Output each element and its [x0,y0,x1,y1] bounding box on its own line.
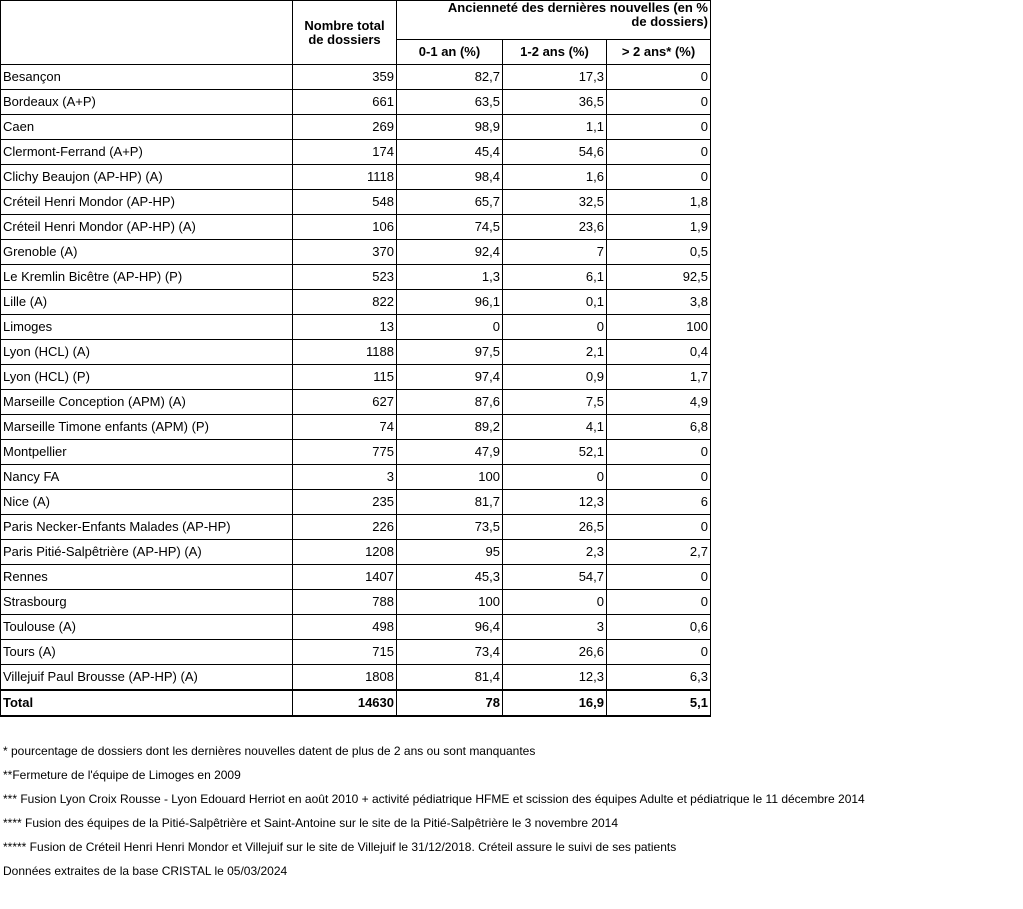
pct-1-2-ans-cell: 36,5 [503,90,607,115]
table-row [1,365,711,390]
total-dossiers-cell: 1188 [293,340,397,365]
pct-plus-2-ans-cell: 0 [607,140,711,165]
table-row [1,640,711,665]
centre-name-cell: Rennes [1,565,293,590]
centre-name-cell: Marseille Conception (APM) (A) [1,390,293,415]
centre-name-cell: Limoges [1,315,293,340]
pct-0-1-an-cell: 96,4 [397,615,503,640]
pct-plus-2-ans-cell: 0 [607,90,711,115]
pct-plus-2-ans-cell: 0 [607,115,711,140]
pct-1-2-ans-cell: 26,5 [503,515,607,540]
pct-1-2-ans-cell: 54,6 [503,140,607,165]
total-dossiers-cell: 226 [293,515,397,540]
footnotes [3,739,865,883]
centre-name-cell: Clermont-Ferrand (A+P) [1,140,293,165]
header-col-plus-2-ans: > 2 ans* (%) [607,40,711,65]
table-row [1,465,711,490]
pct-0-1-an-cell: 81,7 [397,490,503,515]
pct-plus-2-ans-cell: 6,8 [607,415,711,440]
pct-0-1-an-cell: 97,4 [397,365,503,390]
pct-1-2-ans-cell: 26,6 [503,640,607,665]
pct-plus-2-ans-cell: 6 [607,490,711,515]
footnote-2: **Fermeture de l'équipe de Limoges en 2009 [3,768,241,782]
pct-plus-2-ans-cell: 100 [607,315,711,340]
pct-0-1-an-cell: 65,7 [397,190,503,215]
header-total-line2: de dossiers [308,31,381,47]
pct-plus-2-ans-cell: 0 [607,590,711,615]
total-centre-name-cell: Total [1,690,293,716]
pct-plus-2-ans-cell: 0 [607,465,711,490]
pct-1-2-ans-cell: 4,1 [503,415,607,440]
table-row [1,440,711,465]
table-row [1,140,711,165]
pct-plus-2-ans-cell: 0,4 [607,340,711,365]
pct-1-2-ans-cell: 23,6 [503,215,607,240]
pct-1-2-ans-cell: 32,5 [503,190,607,215]
table-row [1,340,711,365]
pct-1-2-ans-cell: 0 [503,590,607,615]
total-dossiers-cell: 822 [293,290,397,315]
pct-plus-2-ans-cell: 3,8 [607,290,711,315]
pct-1-2-ans-cell: 52,1 [503,440,607,465]
centre-name-cell: Grenoble (A) [1,240,293,265]
table-row [1,215,711,240]
pct-0-1-an-cell: 45,4 [397,140,503,165]
centre-name-cell: Paris Necker-Enfants Malades (AP-HP) [1,515,293,540]
header-col-1-2-ans: 1-2 ans (%) [503,40,607,65]
pct-1-2-ans-cell: 0 [503,315,607,340]
total-pct-0-1-an-cell: 78 [397,690,503,716]
pct-0-1-an-cell: 95 [397,540,503,565]
footnote-4: **** Fusion des équipes de la Pitié-Salpêtrière et Saint-Antoine sur le site de la Pitié-Salpêtrière le 3 novembre 2014 [3,816,619,830]
total-dossiers-cell: 13 [293,315,397,340]
centre-name-cell: Strasbourg [1,590,293,615]
centre-name-cell: Lyon (HCL) (P) [1,365,293,390]
header-corner-cell [1,1,293,65]
pct-0-1-an-cell: 45,3 [397,565,503,590]
pct-1-2-ans-cell: 7,5 [503,390,607,415]
pct-0-1-an-cell: 63,5 [397,90,503,115]
total-dossiers-cell: 174 [293,140,397,165]
total-dossiers-cell: 715 [293,640,397,665]
header-total-dossiers [293,1,397,65]
pct-0-1-an-cell: 89,2 [397,415,503,440]
pct-0-1-an-cell: 97,5 [397,340,503,365]
table-row [1,315,711,340]
pct-1-2-ans-cell: 7 [503,240,607,265]
pct-0-1-an-cell: 81,4 [397,665,503,691]
table-row [1,90,711,115]
centre-name-cell: Marseille Timone enfants (APM) (P) [1,415,293,440]
table-body [1,1,711,717]
total-dossiers-cell: 548 [293,190,397,215]
data-source-note: Données extraites de la base CRISTAL le 05/03/2024 [3,864,288,878]
pct-plus-2-ans-cell: 0 [607,440,711,465]
total-dossiers-cell: 498 [293,615,397,640]
centre-name-cell: Bordeaux (A+P) [1,90,293,115]
table-row [1,240,711,265]
pct-1-2-ans-cell: 1,1 [503,115,607,140]
centre-name-cell: Lyon (HCL) (A) [1,340,293,365]
pct-plus-2-ans-cell: 0 [607,565,711,590]
table-row [1,115,711,140]
pct-plus-2-ans-cell: 0 [607,165,711,190]
centre-name-cell: Nancy FA [1,465,293,490]
centre-name-cell: Clichy Beaujon (AP-HP) (A) [1,165,293,190]
centre-name-cell: Caen [1,115,293,140]
footnote-5: ***** Fusion de Créteil Henri Henri Mondor et Villejuif sur le site de Villejuif le 31/12/2018. Créteil assure le suivi de ses patients [3,840,677,854]
pct-1-2-ans-cell: 0,9 [503,365,607,390]
footnote-3: *** Fusion Lyon Croix Rousse - Lyon Edouard Herriot en août 2010 + activité pédiatrique HFME et scission des équipes Adulte et pédiatrique le 11 décembre 2014 [3,792,865,806]
table-row [1,65,711,90]
table-row [1,540,711,565]
total-dossiers-cell: 359 [293,65,397,90]
total-dossiers-cell: 661 [293,90,397,115]
header-row-1 [1,1,711,40]
header-anciennete-group [397,1,711,40]
pct-0-1-an-cell: 100 [397,465,503,490]
table-row [1,665,711,691]
centre-name-cell: Lille (A) [1,290,293,315]
pct-0-1-an-cell: 100 [397,590,503,615]
table-row [1,590,711,615]
centre-name-cell: Créteil Henri Mondor (AP-HP) (A) [1,215,293,240]
centre-name-cell: Montpellier [1,440,293,465]
total-dossiers-cell: 235 [293,490,397,515]
header-total-line1: Nombre total [304,17,385,33]
total-total-dossiers-cell: 14630 [293,690,397,716]
centre-name-cell: Nice (A) [1,490,293,515]
header-group-line2: de dossiers) [631,14,708,29]
pct-0-1-an-cell: 98,4 [397,165,503,190]
pct-1-2-ans-cell: 2,1 [503,340,607,365]
centre-name-cell: Créteil Henri Mondor (AP-HP) [1,190,293,215]
total-dossiers-cell: 74 [293,415,397,440]
pct-1-2-ans-cell: 6,1 [503,265,607,290]
pct-0-1-an-cell: 96,1 [397,290,503,315]
total-dossiers-cell: 269 [293,115,397,140]
total-dossiers-cell: 1808 [293,665,397,691]
pct-1-2-ans-cell: 54,7 [503,565,607,590]
pct-plus-2-ans-cell: 0,6 [607,615,711,640]
centre-name-cell: Toulouse (A) [1,615,293,640]
total-dossiers-cell: 1208 [293,540,397,565]
total-dossiers-cell: 627 [293,390,397,415]
total-dossiers-cell: 115 [293,365,397,390]
header-col-0-1-an: 0-1 an (%) [397,40,503,65]
pct-0-1-an-cell: 87,6 [397,390,503,415]
pct-0-1-an-cell: 1,3 [397,265,503,290]
table-row [1,490,711,515]
pct-plus-2-ans-cell: 4,9 [607,390,711,415]
table-row [1,515,711,540]
total-pct-1-2-ans-cell: 16,9 [503,690,607,716]
table-row [1,290,711,315]
pct-1-2-ans-cell: 3 [503,615,607,640]
centre-name-cell: Villejuif Paul Brousse (AP-HP) (A) [1,665,293,691]
centre-name-cell: Besançon [1,65,293,90]
pct-0-1-an-cell: 47,9 [397,440,503,465]
total-pct-plus-2-ans-cell: 5,1 [607,690,711,716]
pct-0-1-an-cell: 74,5 [397,215,503,240]
pct-0-1-an-cell: 92,4 [397,240,503,265]
pct-plus-2-ans-cell: 92,5 [607,265,711,290]
total-row [1,690,711,716]
table-row [1,265,711,290]
table-row [1,615,711,640]
table-row [1,190,711,215]
total-dossiers-cell: 106 [293,215,397,240]
pct-plus-2-ans-cell: 0 [607,640,711,665]
pct-plus-2-ans-cell: 6,3 [607,665,711,691]
pct-plus-2-ans-cell: 1,8 [607,190,711,215]
table-row [1,165,711,190]
total-dossiers-cell: 523 [293,265,397,290]
centre-name-cell: Le Kremlin Bicêtre (AP-HP) (P) [1,265,293,290]
pct-plus-2-ans-cell: 2,7 [607,540,711,565]
pct-plus-2-ans-cell: 0,5 [607,240,711,265]
table-row [1,415,711,440]
pct-plus-2-ans-cell: 1,7 [607,365,711,390]
pct-1-2-ans-cell: 12,3 [503,490,607,515]
pct-0-1-an-cell: 98,9 [397,115,503,140]
pct-plus-2-ans-cell: 0 [607,65,711,90]
total-dossiers-cell: 775 [293,440,397,465]
total-dossiers-cell: 1407 [293,565,397,590]
total-dossiers-cell: 1118 [293,165,397,190]
pct-plus-2-ans-cell: 0 [607,515,711,540]
pct-0-1-an-cell: 0 [397,315,503,340]
pct-1-2-ans-cell: 12,3 [503,665,607,691]
header-group-line1: Ancienneté des dernières nouvelles (en % [447,0,708,15]
pct-1-2-ans-cell: 0 [503,465,607,490]
pct-plus-2-ans-cell: 1,9 [607,215,711,240]
table-row [1,390,711,415]
pct-0-1-an-cell: 73,4 [397,640,503,665]
pct-1-2-ans-cell: 0,1 [503,290,607,315]
centre-name-cell: Tours (A) [1,640,293,665]
total-dossiers-cell: 3 [293,465,397,490]
table-row [1,565,711,590]
pct-1-2-ans-cell: 1,6 [503,165,607,190]
centre-name-cell: Paris Pitié-Salpêtrière (AP-HP) (A) [1,540,293,565]
total-dossiers-cell: 788 [293,590,397,615]
pct-1-2-ans-cell: 17,3 [503,65,607,90]
pct-0-1-an-cell: 73,5 [397,515,503,540]
total-dossiers-cell: 370 [293,240,397,265]
pct-0-1-an-cell: 82,7 [397,65,503,90]
pct-1-2-ans-cell: 2,3 [503,540,607,565]
footnote-1: * pourcentage de dossiers dont les dernières nouvelles datent de plus de 2 ans ou sont manquantes [3,744,536,758]
